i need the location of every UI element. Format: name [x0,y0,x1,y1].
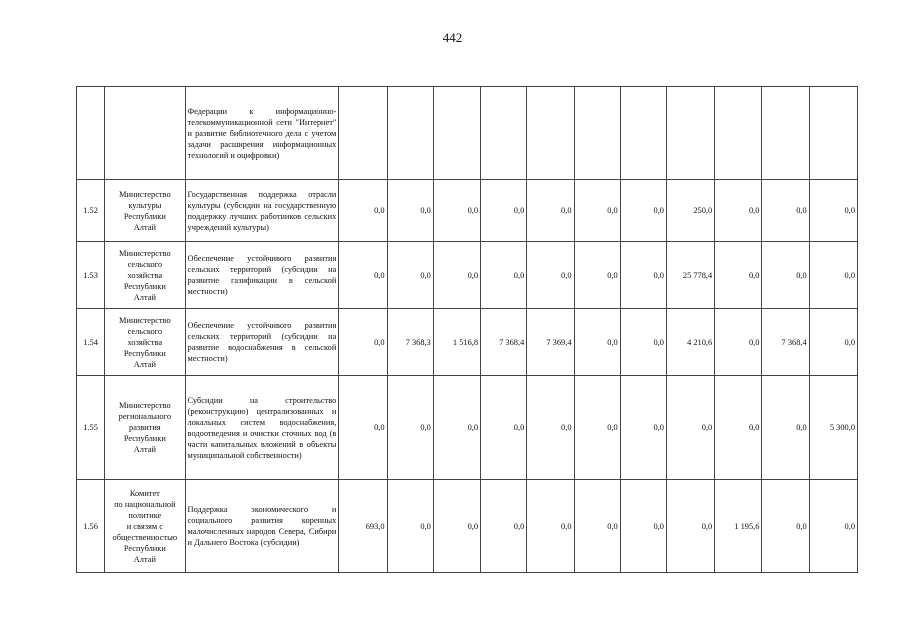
table-row [77,180,858,242]
funding-value: 0,0 [433,376,480,480]
funding-value: 0,0 [762,376,809,480]
funding-value [715,87,762,180]
responsible-organization: Комитет по национальной политике и связям с общественностью Республики Алтай [105,480,185,573]
funding-value: 0,0 [433,480,480,573]
measure-description: Поддержка экономического и социального развития коренных малочисленных народов Севера, Сибири и Дальнего Востока (субсидии) [185,480,339,573]
funding-value: 0,0 [809,480,857,573]
row-number: 1.55 [77,376,105,480]
funding-value: 0,0 [481,180,527,242]
funding-value: 0,0 [433,242,480,309]
funding-value: 7 368,4 [481,309,527,376]
budget-table [76,86,858,573]
funding-value: 0,0 [574,376,620,480]
funding-value: 0,0 [387,480,433,573]
funding-value: 0,0 [574,180,620,242]
funding-value: 0,0 [574,480,620,573]
funding-value: 0,0 [433,180,480,242]
responsible-organization [105,87,185,180]
row-number: 1.56 [77,480,105,573]
funding-value: 0,0 [574,242,620,309]
funding-value [339,87,387,180]
funding-value [481,87,527,180]
funding-value: 0,0 [387,242,433,309]
funding-value: 0,0 [620,480,666,573]
funding-value: 0,0 [620,180,666,242]
row-number: 1.54 [77,309,105,376]
funding-value [666,87,714,180]
responsible-organization: Министерство сельского хозяйства Республики Алтай [105,242,185,309]
measure-description: Государственная поддержка отрасли культуры (субсидии на государственную поддержку лучших работников сельских учреждений культуры) [185,180,339,242]
funding-value: 0,0 [339,242,387,309]
row-number: 1.52 [77,180,105,242]
funding-value: 0,0 [715,376,762,480]
funding-value [574,87,620,180]
funding-value: 0,0 [574,309,620,376]
funding-value: 4 210,6 [666,309,714,376]
table-row [77,480,858,573]
funding-value: 0,0 [387,180,433,242]
funding-value [762,87,809,180]
funding-value: 0,0 [387,376,433,480]
funding-value: 7 369,4 [527,309,574,376]
funding-value: 0,0 [620,242,666,309]
funding-value: 0,0 [527,480,574,573]
funding-value: 0,0 [620,376,666,480]
funding-value: 693,0 [339,480,387,573]
responsible-organization: Министерство культуры Республики Алтай [105,180,185,242]
funding-value: 5 300,0 [809,376,857,480]
funding-value: 0,0 [527,376,574,480]
funding-value: 0,0 [715,242,762,309]
funding-value: 1 516,8 [433,309,480,376]
table-row [77,309,858,376]
funding-value: 1 195,6 [715,480,762,573]
funding-value: 0,0 [715,180,762,242]
responsible-organization: Министерство сельского хозяйства Республики Алтай [105,309,185,376]
funding-value [620,87,666,180]
table-row [77,376,858,480]
funding-value: 0,0 [481,480,527,573]
funding-value [809,87,857,180]
row-number [77,87,105,180]
funding-value: 25 778,4 [666,242,714,309]
funding-value: 0,0 [339,309,387,376]
funding-value: 0,0 [481,242,527,309]
responsible-organization: Министерство регионального развития Республики Алтай [105,376,185,480]
table-row [77,87,858,180]
measure-description: Субсидии на строительство (реконструкцию) централизованных и локальных систем водоснабжения, водоотведения и очистки сточных вод (в части капитальных вложений в объекты муниципальной собственности) [185,376,339,480]
table-row [77,242,858,309]
funding-value: 0,0 [527,180,574,242]
measure-description: Обеспечение устойчивого развития сельских территорий (субсидии на развитие водоснабжения в сельской местности) [185,309,339,376]
funding-value: 0,0 [715,309,762,376]
funding-value: 7 368,4 [762,309,809,376]
funding-value: 0,0 [809,309,857,376]
funding-value [527,87,574,180]
funding-value: 7 368,3 [387,309,433,376]
page-number: 442 [442,30,463,45]
funding-value: 0,0 [527,242,574,309]
funding-value: 0,0 [339,376,387,480]
funding-value: 0,0 [666,376,714,480]
funding-value: 0,0 [809,242,857,309]
funding-value: 0,0 [620,309,666,376]
funding-value: 0,0 [762,180,809,242]
measure-description: Федерации к информационно-телекоммуникационной сети "Интернет" и развитие библиотечного дела с учетом задачи расширения информационных технологий и оцифровки) [185,87,339,180]
funding-value [387,87,433,180]
funding-value: 0,0 [809,180,857,242]
funding-value: 0,0 [762,480,809,573]
measure-description: Обеспечение устойчивого развития сельских территорий (субсидии на развитие газификации в сельской местности) [185,242,339,309]
funding-value: 0,0 [339,180,387,242]
funding-value [433,87,480,180]
funding-value: 0,0 [666,480,714,573]
funding-value: 250,0 [666,180,714,242]
funding-value: 0,0 [481,376,527,480]
row-number: 1.53 [77,242,105,309]
funding-value: 0,0 [762,242,809,309]
